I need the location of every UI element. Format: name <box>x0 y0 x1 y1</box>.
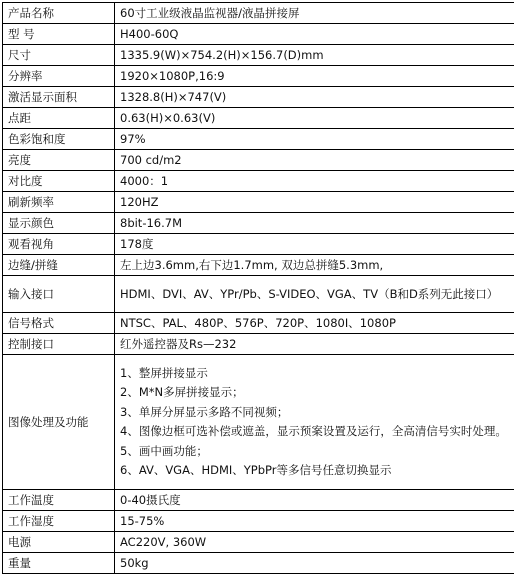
table-row <box>3 334 514 355</box>
row-label: 分辨率 <box>3 66 115 87</box>
row-label: 点距 <box>3 108 115 129</box>
table-row <box>3 213 514 234</box>
row-label: 边缝/拼缝 <box>3 255 115 276</box>
table-row <box>3 276 514 313</box>
table-row <box>3 150 514 171</box>
feature-line: 5、画中画功能； <box>120 443 208 458</box>
row-label: 图像处理及功能 <box>3 355 115 490</box>
table-row <box>3 87 514 108</box>
row-label: 亮度 <box>3 150 115 171</box>
row-label: 电源 <box>3 532 115 553</box>
row-label: 显示颜色 <box>3 213 115 234</box>
row-value: 左上边3.6mm,右下边1.7mm, 双边总拼缝5.3mm, <box>115 255 514 276</box>
table-row <box>3 24 514 45</box>
table-row-image-processing <box>3 355 514 490</box>
table-row <box>3 255 514 276</box>
row-value: NTSC、PAL、480P、576P、720P、1080I、1080P <box>115 313 514 334</box>
table-row <box>3 45 514 66</box>
row-value: 178度 <box>115 234 514 255</box>
row-value: 红外遥控器及Rs—232 <box>115 334 514 355</box>
table-row <box>3 553 514 574</box>
table-row <box>3 3 514 24</box>
row-value: HDMI、DVI、AV、YPr/Pb、S-VIDEO、VGA、TV（B和D系列无此接口） <box>115 276 514 313</box>
feature-line: 2、M*N多屏拼接显示； <box>120 385 244 399</box>
row-value: 0-40摄氏度 <box>115 490 514 511</box>
feature-line: 6、AV、VGA、HDMI、YPbPr等多信号任意切换显示 <box>120 463 392 477</box>
table-row <box>3 313 514 334</box>
feature-line: 1、整屏拼接显示 <box>120 365 208 380</box>
row-value: H400-60Q <box>115 24 514 45</box>
row-label: 激活显示面积 <box>3 87 115 108</box>
table-row <box>3 234 514 255</box>
row-label: 观看视角 <box>3 234 115 255</box>
feature-line: 3、单屏分屏显示多路不同视频； <box>120 404 289 419</box>
row-label: 对比度 <box>3 171 115 192</box>
row-value: 1335.9(W)×754.2(H)×156.7(D)mm <box>115 45 514 66</box>
table-row <box>3 66 514 87</box>
row-value: AC220V, 360W <box>115 532 514 553</box>
row-value: 120HZ <box>115 192 514 213</box>
row-label: 工作湿度 <box>3 511 115 532</box>
row-value: 15-75% <box>115 511 514 532</box>
row-value: 50kg <box>115 553 514 574</box>
table-row <box>3 192 514 213</box>
table-row <box>3 490 514 511</box>
row-label: 重量 <box>3 553 115 574</box>
feature-list <box>115 355 514 490</box>
row-value: 0.63(H)×0.63(V) <box>115 108 514 129</box>
row-label: 刷新频率 <box>3 192 115 213</box>
row-value: 1328.8(H)×747(V) <box>115 87 514 108</box>
table-row <box>3 108 514 129</box>
spec-table <box>2 2 514 574</box>
row-value: 97% <box>115 129 514 150</box>
row-value: 8bit-16.7M <box>115 213 514 234</box>
row-value: 1920×1080P,16:9 <box>115 66 514 87</box>
row-label: 产品名称 <box>3 3 115 24</box>
row-label: 色彩饱和度 <box>3 129 115 150</box>
table-row <box>3 129 514 150</box>
feature-line: 4、图像边框可选补偿或遮盖，显示预案设置及运行，全高清信号实时处理。 <box>120 424 507 438</box>
row-label: 信号格式 <box>3 313 115 334</box>
row-value: 4000：1 <box>115 171 514 192</box>
row-label: 工作温度 <box>3 490 115 511</box>
row-value: 60寸工业级液晶监视器/液晶拼接屏 <box>115 3 514 24</box>
table-row <box>3 171 514 192</box>
table-row <box>3 511 514 532</box>
row-value: 700 cd/m2 <box>115 150 514 171</box>
table-row <box>3 532 514 553</box>
row-label: 尺寸 <box>3 45 115 66</box>
row-label: 控制接口 <box>3 334 115 355</box>
row-label: 型 号 <box>3 24 115 45</box>
row-label: 输入接口 <box>3 276 115 313</box>
